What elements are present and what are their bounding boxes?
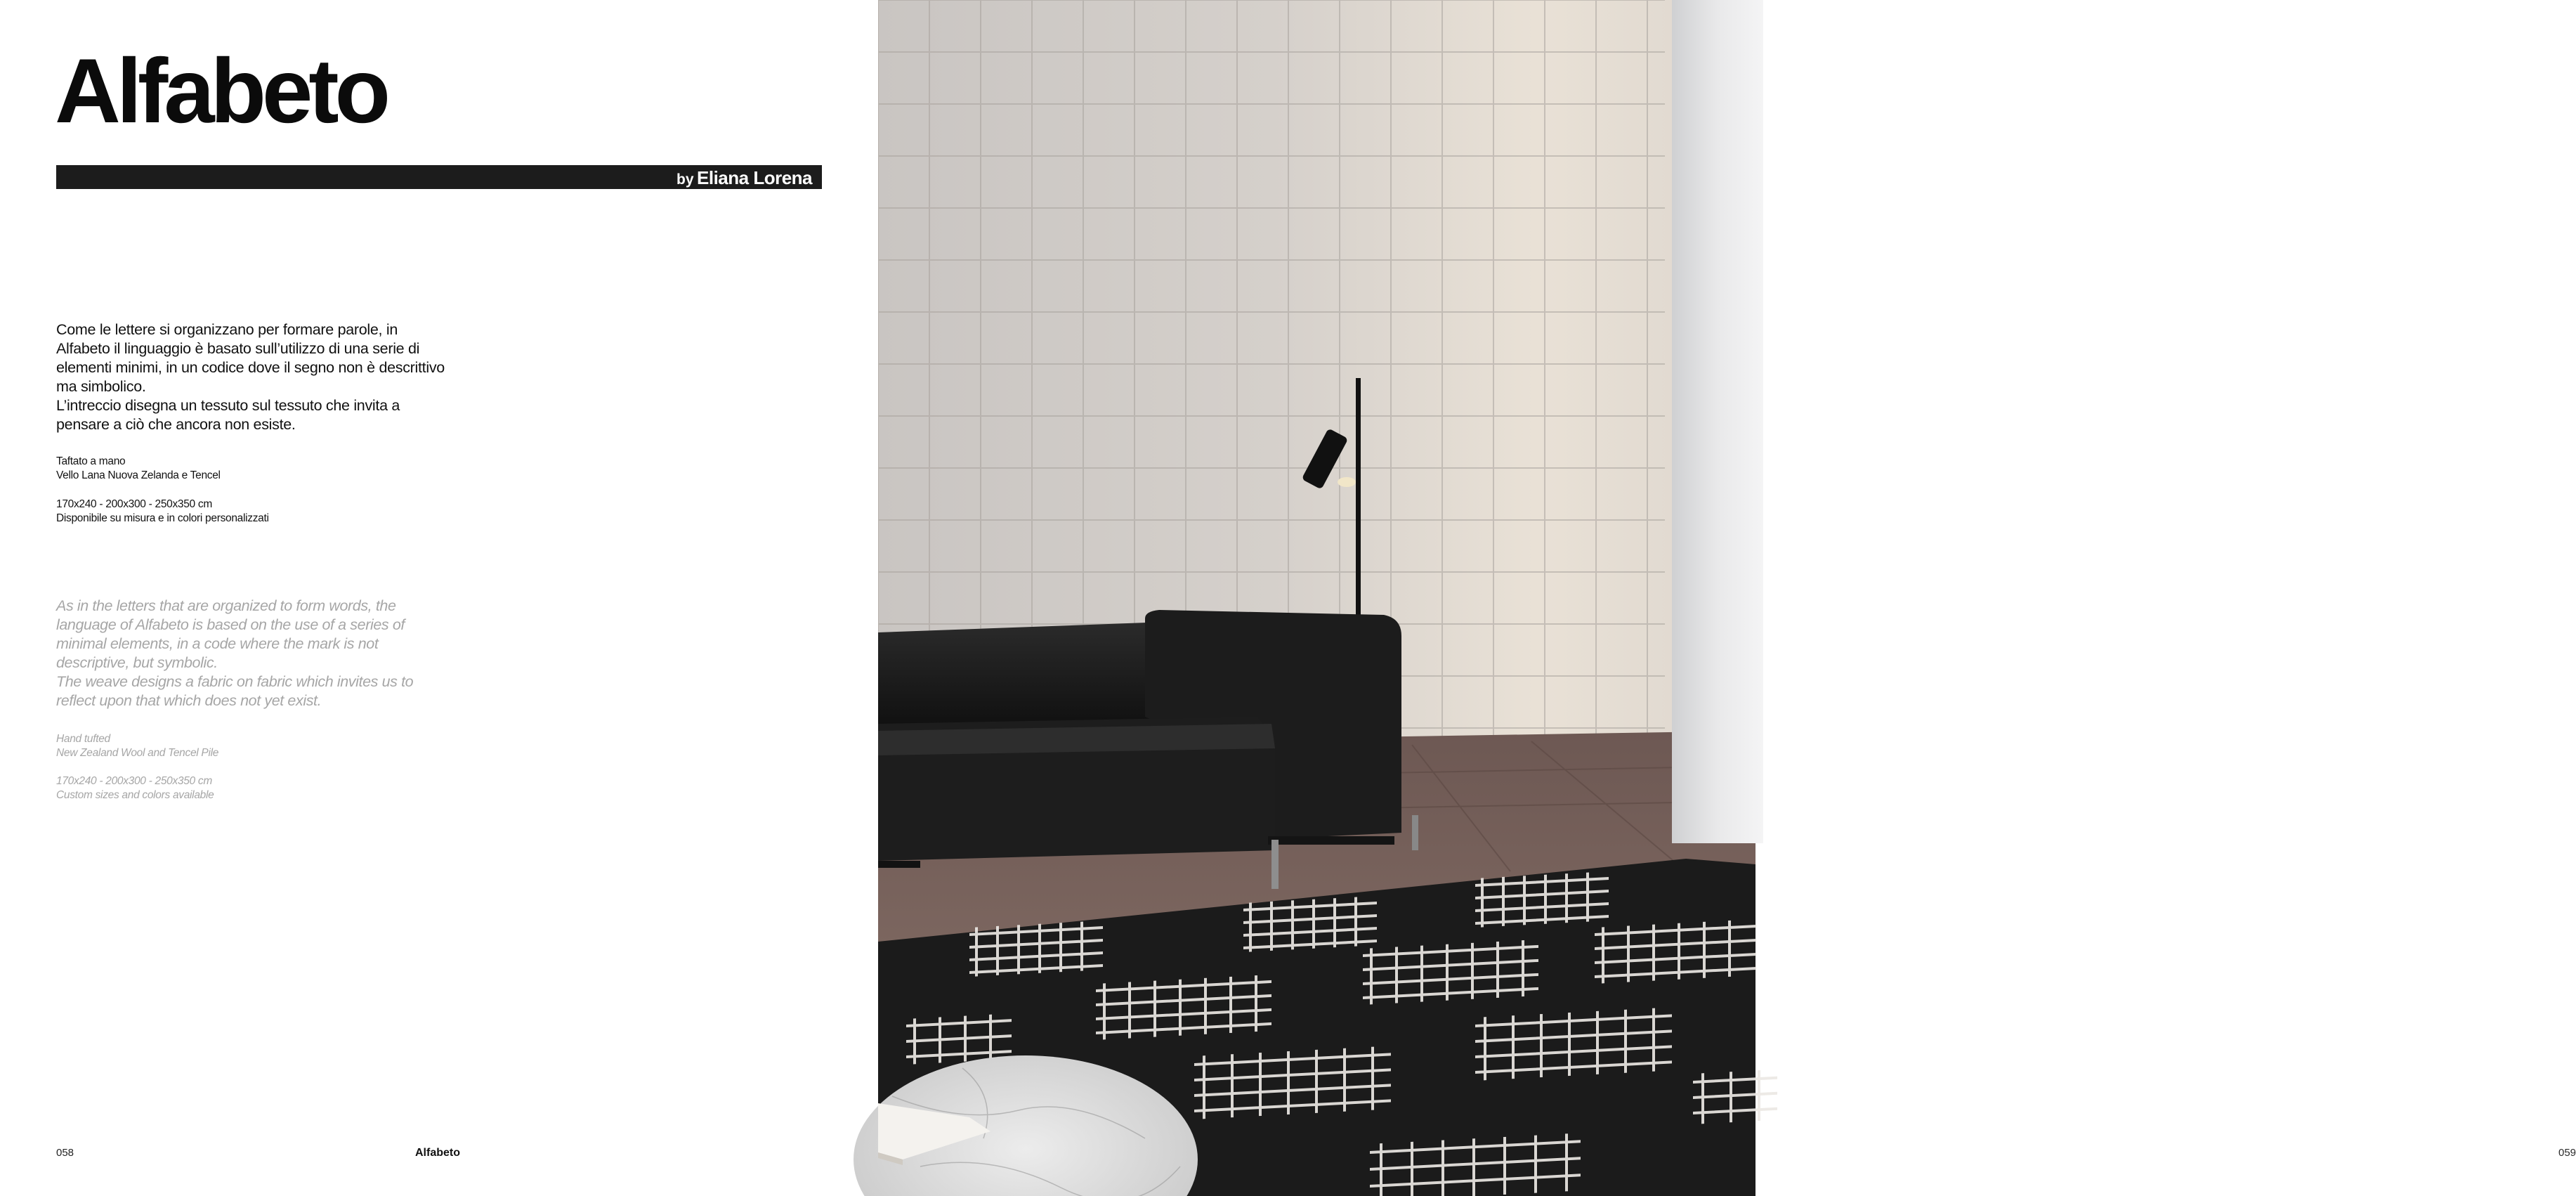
english-paragraph: As in the letters that are organized to form words, the language of Alfabeto is based on the use of a series of minimal elements, in a code where the mark is not descriptive, but symbolic. xyxy=(56,597,405,671)
designer-bar xyxy=(56,165,822,189)
byline xyxy=(676,165,812,189)
footer-title: Alfabeto xyxy=(415,1147,460,1159)
italian-paragraph: L’intreccio disegna un tessuto sul tessuto che invita a pensare a ciò che ancora non esiste. xyxy=(56,397,400,433)
product-title: Alfabeto xyxy=(55,39,386,142)
room-photo xyxy=(878,0,2576,1196)
english-sizes-block xyxy=(56,774,478,802)
italian-construction xyxy=(56,455,478,483)
english-construction xyxy=(56,732,478,760)
page-number-right: 059 xyxy=(2558,1147,2576,1159)
italian-material: Vello Lana Nuova Zelanda e Tencel xyxy=(56,469,221,481)
italian-sizes: 170x240 - 200x300 - 250x350 cm xyxy=(56,498,212,510)
english-custom: Custom sizes and colors available xyxy=(56,789,214,801)
italian-sizes-block xyxy=(56,498,478,526)
english-sizes: 170x240 - 200x300 - 250x350 cm xyxy=(56,775,212,787)
english-paragraph: The weave designs a fabric on fabric which invites us to reflect upon that which does not yet exist. xyxy=(56,673,414,709)
designer-name: Eliana Lorena xyxy=(697,167,812,188)
byline-by: by xyxy=(676,171,694,188)
italian-description xyxy=(56,320,450,434)
left-page xyxy=(0,0,878,1196)
italian-paragraph: Come le lettere si organizzano per formare parole, in Alfabeto il linguaggio è basato sull’utilizzo di una serie di elementi minimi, in un codice dove il segno non è descrittivo ma simbolico. xyxy=(56,321,445,395)
english-material: New Zealand Wool and Tencel Pile xyxy=(56,747,219,759)
italian-custom: Disponibile su misura e in colori personalizzati xyxy=(56,512,269,524)
english-description xyxy=(56,597,450,710)
italian-technique: Taftato a mano xyxy=(56,455,126,467)
english-technique: Hand tufted xyxy=(56,733,110,745)
page-number-left: 058 xyxy=(56,1147,74,1159)
